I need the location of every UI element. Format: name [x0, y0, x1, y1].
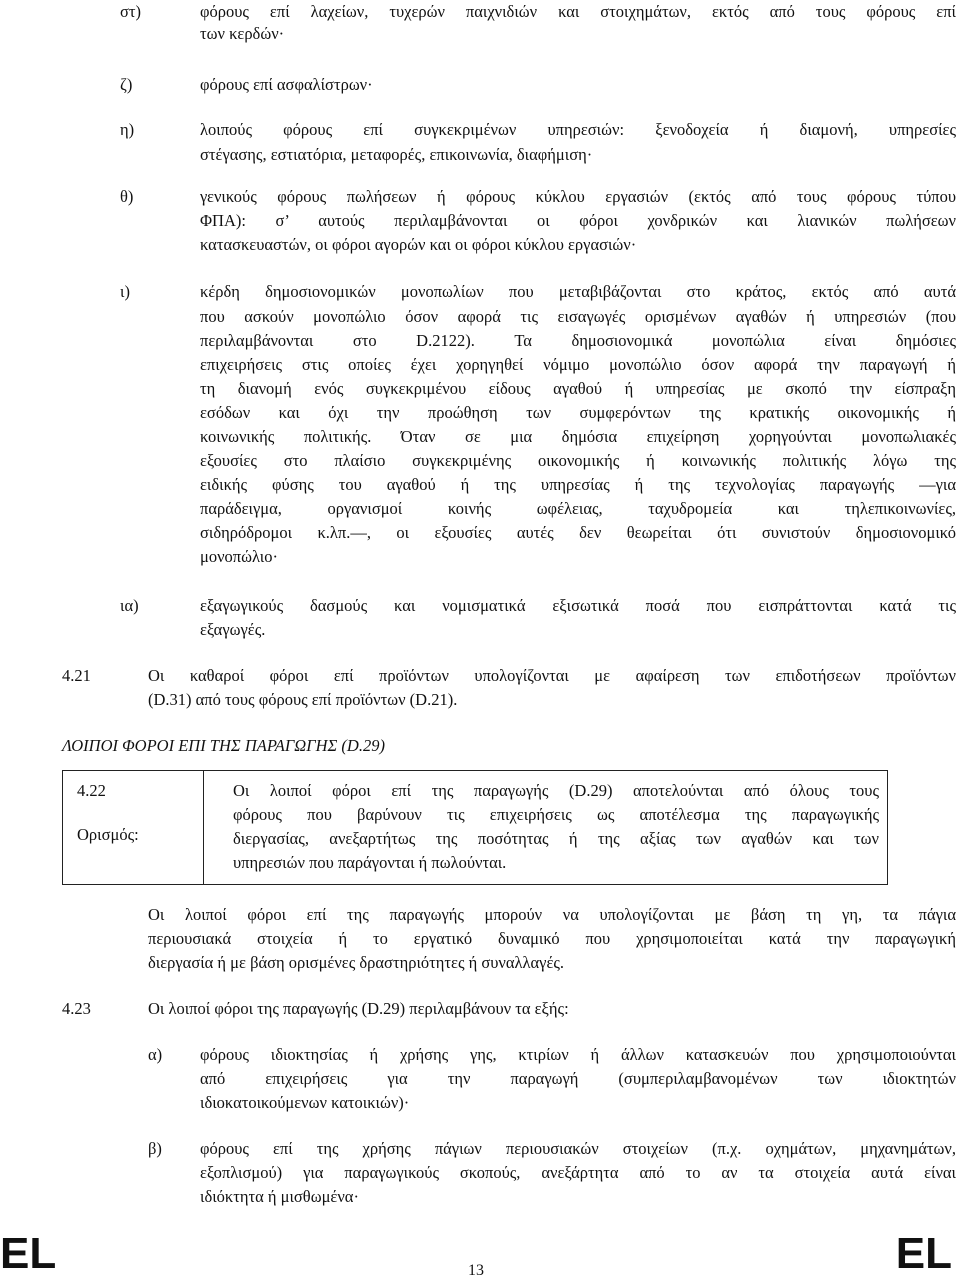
item-text-line: εξαγωγικούς δασμούς και νομισματικά εξισωτικά ποσά που εισπράττονται κατά τις [200, 596, 956, 615]
item-text-line: κοινωνικής πολιτικής. Όταν σε μια δημόσια επιχείρηση χορηγούνται μονοπωλιακές [200, 427, 956, 446]
section-heading: ΛΟΙΠΟΙ ΦΟΡΟΙ ΕΠΙ ΤΗΣ ΠΑΡΑΓΩΓΗΣ (D.29) [62, 736, 385, 755]
item-text-line: εξοπλισμού) για παραγωγικούς σκοπούς, ανεξάρτητα από το αν τα στοιχεία αυτά είναι [200, 1163, 956, 1182]
paragraph-line: Οι λοιποί φόροι επί της παραγωγής μπορούν να υπολογίζονται με βάση τη γη, τα πάγια [148, 905, 956, 924]
paragraph-line: Οι καθαροί φόροι επί προϊόντων υπολογίζονται με αφαίρεση των επιδοτήσεων προϊόντων [148, 666, 956, 685]
paragraph-number: 4.23 [62, 999, 91, 1018]
item-label: α) [148, 1045, 163, 1064]
item-text-line: εσόδων και όχι την προώθηση των συμφερόντων της κρατικής οικονομικής ή [200, 403, 956, 422]
item-text-line: γενικούς φόρους πωλήσεων ή φόρους κύκλου εργασιών (εκτός από τους φόρους τύπου [200, 187, 956, 206]
footer-language-left: EL [0, 1229, 57, 1278]
item-label: η) [120, 120, 135, 139]
item-text-line: περιλαμβάνονται στο D.2122). Τα δημοσιονομικά μονοπώλια είναι δημόσιες [200, 331, 956, 350]
item-text-line: ειδικής φύσης του αγαθού ή της υπηρεσίας ή της τεχνολογίας παραγωγής —για [200, 475, 956, 494]
item-text-line: σιδηρόδρομοι κ.λπ.—, οι εξουσίες αυτές δεν θεωρείται ότι συνιστούν δημοσιονομικό [200, 523, 956, 542]
definition-line: διεργασίας, ανεξαρτήτως της ποσότητας ή της αξίας των αγαθών και των [233, 829, 879, 848]
item-text-line: μονοπώλιο· [200, 547, 278, 566]
item-text-line: λοιπούς φόρους επί συγκεκριμένων υπηρεσιών: ξενοδοχεία ή διαμονή, υπηρεσίες [200, 120, 956, 139]
definition-divider [203, 771, 204, 884]
item-text-line: ΦΠΑ): σ’ αυτούς περιλαμβάνονται οι φόροι χονδρικών και λιανικών πωλήσεων [200, 211, 956, 230]
definition-number: 4.22 [77, 781, 106, 800]
definition-label: Ορισμός: [77, 825, 139, 844]
item-text-line: εξουσίες στο πλαίσιο συγκεκριμένης οικονομικής ή κοινωνικής πολιτικής λόγω της [200, 451, 956, 470]
item-text-line: επιχειρήσεις στις οποίες έχει χορηγηθεί νόμιμο μονοπώλιο όσον αφορά την παραγωγή ή [200, 355, 956, 374]
definition-line: φόρους που βαρύνουν τις επιχειρήσεις ως αποτέλεσμα της παραγωγικής [233, 805, 879, 824]
item-text-line: φόρους επί λαχείων, τυχερών παιχνιδιών και στοιχημάτων, εκτός από τους φόρους επί [200, 2, 956, 21]
item-text-line: φόρους επί ασφαλίστρων· [200, 75, 373, 94]
page-number: 13 [468, 1262, 484, 1279]
item-text-line: ιδιόκτητα ή μισθωμένα· [200, 1187, 359, 1206]
item-text-line: στέγασης, εστιατόρια, μεταφορές, επικοινωνία, διαφήμιση· [200, 145, 593, 164]
item-label: ζ) [120, 75, 133, 94]
item-text-line: φόρους επί της χρήσης πάγιων περιουσιακών στοιχείων (π.χ. οχημάτων, μηχανημάτων, [200, 1139, 956, 1158]
paragraph-line: Οι λοιποί φόροι της παραγωγής (D.29) περιλαμβάνουν τα εξής: [148, 999, 569, 1018]
paragraph-number: 4.21 [62, 666, 91, 685]
item-text-line: εξαγωγές. [200, 620, 266, 639]
item-label: ια) [120, 596, 139, 615]
item-text-line: ιδιοκατοικούμενων κατοικιών)· [200, 1093, 410, 1112]
paragraph-line: διεργασία ή με βάση ορισμένες δραστηριότητες ή συναλλαγές. [148, 953, 565, 972]
item-label: ι) [120, 282, 130, 301]
item-label: θ) [120, 187, 134, 206]
item-text-line: κατασκευαστών, οι φόροι αγορών και οι φόροι κύκλου εργασιών· [200, 235, 637, 254]
paragraph-line: (D.31) από τους φόρους επί προϊόντων (D.21). [148, 690, 458, 709]
footer-language-right: EL [895, 1229, 952, 1278]
item-text-line: από επιχειρήσεις για την παραγωγή (συμπεριλαμβανομένων των ιδιοκτητών [200, 1069, 956, 1088]
item-text-line: κέρδη δημοσιονομικών μονοπωλίων που μεταβιβάζονται στο κράτος, εκτός από αυτά [200, 282, 956, 301]
item-text-line: φόρους ιδιοκτησίας ή χρήσης γης, κτιρίων ή άλλων κατασκευών που χρησιμοποιούνται [200, 1045, 956, 1064]
item-label: στ) [120, 2, 142, 21]
item-text-line: τη διανομή ενός συγκεκριμένου είδους αγαθού ή υπηρεσίας με σκοπό την είσπραξη [200, 379, 956, 398]
definition-line: υπηρεσιών που παράγονται ή πωλούνται. [233, 853, 507, 872]
definition-box [62, 770, 888, 885]
item-text-line: παράδειγμα, οργανισμοί κοινής ωφέλειας, ταχυδρομεία και τηλεπικοινωνίες, [200, 499, 956, 518]
item-label: β) [148, 1139, 162, 1158]
definition-line: Οι λοιποί φόροι επί της παραγωγής (D.29) αποτελούνται από όλους τους [233, 781, 879, 800]
paragraph-line: περιουσιακά στοιχεία ή το εργατικό δυναμικό που χρησιμοποιείται κατά την παραγωγική [148, 929, 956, 948]
item-text-line: που ασκούν μονοπώλιο όσον αφορά τις εισαγωγές ορισμένων αγαθών ή υπηρεσιών (που [200, 307, 956, 326]
item-text-line: των κερδών· [200, 24, 285, 43]
